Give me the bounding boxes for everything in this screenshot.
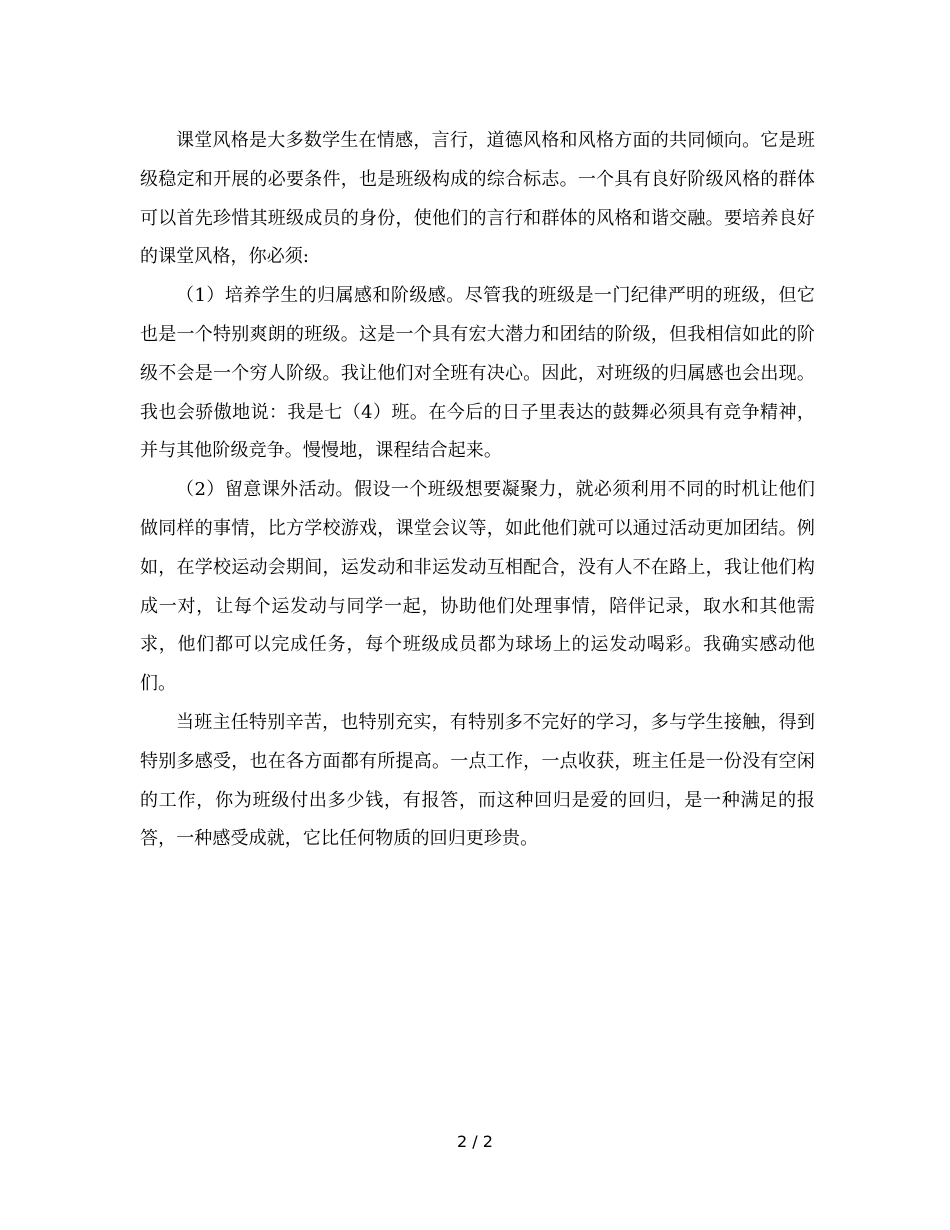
page-number: 2 / 2 [457,1132,493,1151]
document-body [140,122,815,859]
paragraph-belonging: （1）培养学生的归属感和阶级感。尽管我的班级是一门纪律严明的班级，但它也是一个特别爽朗的班级。这是一个具有宏大潜力和团结的阶级，但我相信如此的阶级不会是一个穷人阶级。我让他们对全班有决心。因此，对班级的归属感也会出现。我也会骄傲地说：我是七（4）班。在今后的日子里表达的鼓舞必须具有竞争精神，并与其他阶级竞争。慢慢地，课程结合起来。 [140,285,815,462]
paragraph-class-style: 课堂风格是大多数学生在情感，言行，道德风格和风格方面的共同倾向。它是班级稳定和开展的必要条件，也是班级构成的综合标志。一个具有良好阶级风格的群体可以首先珍惜其班级成员的身份，使他们的言行和群体的风格和谐交融。要培养良好的课堂风格，你必须: [140,130,815,268]
paragraph-conclusion: 当班主任特别辛苦，也特别充实，有特别多不完好的学习，多与学生接触，得到特别多感受，也在各方面都有所提高。一点工作，一点收获，班主任是一份没有空闲的工作，你为班级付出多少钱，有报答，而这种回归是爱的回归，是一种满足的报答，一种感受成就，它比任何物质的回归更珍贵。 [140,711,815,850]
paragraph-activities: （2）留意课外活动。假设一个班级想要凝聚力，就必须利用不同的时机让他们做同样的事情，比方学校游戏，课堂会议等，如此他们就可以通过活动更加团结。例如，在学校运动会期间，运发动和非运发动互相配合，没有人不在路上，我让他们构成一对，让每个运发动与同学一起，协助他们处理事情，陪伴记录，取水和其他需求，他们都可以完成任务，每个班级成员都为球场上的运发动喝彩。我确实感动他们。 [140,479,815,695]
